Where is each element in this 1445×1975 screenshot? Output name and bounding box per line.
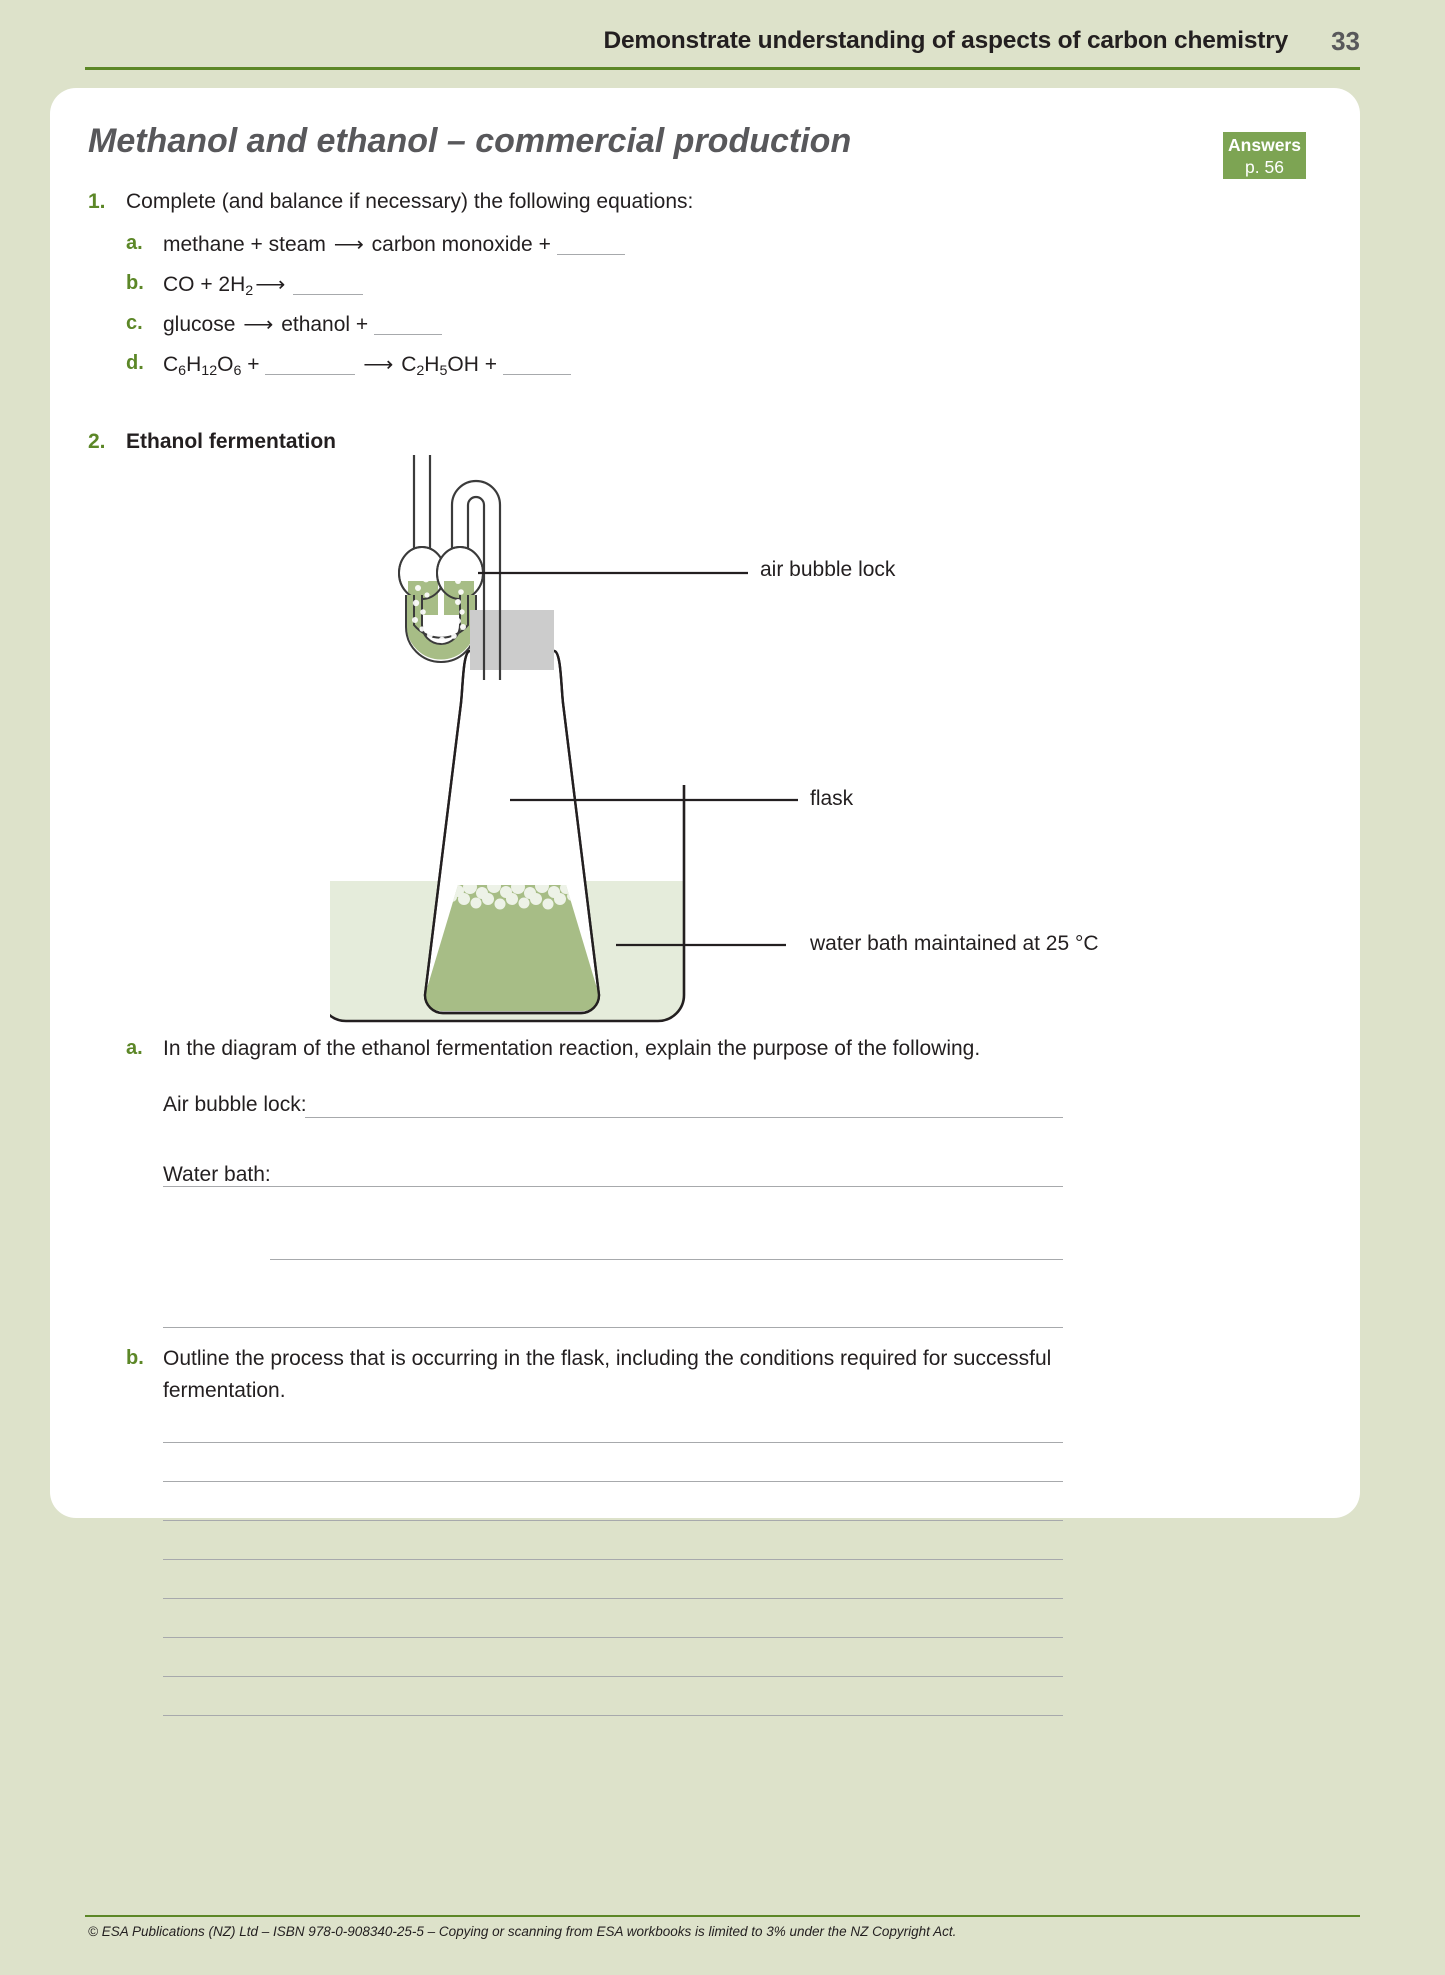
question-1c-equation [163, 312, 442, 337]
label-air-bubble-lock: air bubble lock [760, 558, 896, 581]
q1a-products: carbon monoxide + [371, 233, 551, 256]
answer-rule-water-bath-1[interactable] [270, 1259, 1063, 1260]
answer-rule-2b-4[interactable] [163, 1559, 1063, 1560]
q1d-answer-blank-2[interactable] [503, 355, 571, 375]
question-2b-prompt-line2: fermentation. [163, 1379, 286, 1402]
answer-rule-2b-5[interactable] [163, 1598, 1063, 1599]
question-1-number: 1. [88, 190, 106, 213]
answer-rule-air-lock-1[interactable] [305, 1117, 1063, 1118]
question-2a-letter: a. [126, 1037, 143, 1059]
answers-badge [1223, 132, 1306, 179]
answers-badge-line1: Answers [1228, 135, 1301, 155]
question-1d-equation [163, 352, 571, 379]
answer-rule-2b-6[interactable] [163, 1637, 1063, 1638]
q1b-subscript: 2 [245, 282, 254, 299]
fermentation-apparatus-diagram [330, 455, 1070, 1095]
rubber-stopper-block [470, 610, 554, 670]
q1d-answer-blank-1[interactable] [265, 355, 355, 375]
running-header [0, 0, 1445, 88]
footer-copyright: © ESA Publications (NZ) Ltd – ISBN 978-0-908340-25-5 – Copying or scanning from ESA workbooks is limited to 3% under the NZ Copyright Act. [88, 1924, 957, 1939]
header-title: Demonstrate understanding of aspects of carbon chemistry [603, 27, 1288, 54]
question-2a-prompt: In the diagram of the ethanol fermentation reaction, explain the purpose of the following. [163, 1037, 981, 1060]
q1b-arrow-icon: ⟶ [255, 273, 286, 296]
answer-rule-2b-7[interactable] [163, 1676, 1063, 1677]
answer-rule-2b-8[interactable] [163, 1715, 1063, 1716]
label-water-bath: water bath maintained at 25 °C [810, 932, 1099, 955]
apparatus-svg [330, 455, 1070, 1095]
worksheet-title: Methanol and ethanol – commercial production [88, 122, 852, 160]
q1c-reactants: glucose [163, 313, 236, 336]
airlock-left-tube [414, 455, 430, 555]
q1d-arrow-icon: ⟶ [363, 353, 394, 376]
question-1c-letter: c. [126, 312, 143, 334]
q1c-answer-blank[interactable] [374, 315, 442, 335]
answers-badge-line2: p. 56 [1245, 157, 1284, 177]
question-1a-letter: a. [126, 232, 143, 254]
question-1b-letter: b. [126, 272, 144, 294]
question-2-title: Ethanol fermentation [126, 430, 337, 453]
page-number: 33 [1331, 26, 1360, 56]
field-label-air-bubble-lock: Air bubble lock: [163, 1093, 307, 1116]
question-2b-letter: b. [126, 1347, 144, 1369]
question-2-number: 2. [88, 430, 106, 453]
question-2b-prompt-line1: Outline the process that is occurring in the flask, including the conditions required for successful [163, 1347, 1052, 1370]
answer-rule-2b-3[interactable] [163, 1520, 1063, 1521]
answer-rule-air-lock-2[interactable] [163, 1186, 1063, 1187]
field-label-water-bath: Water bath: [163, 1163, 271, 1186]
q1b-answer-blank[interactable] [293, 275, 363, 295]
q1c-arrow-icon: ⟶ [243, 313, 274, 336]
question-1b-equation [163, 272, 363, 299]
answer-rule-2b-1[interactable] [163, 1442, 1063, 1443]
conical-flask [410, 640, 620, 1025]
answer-rule-2b-2[interactable] [163, 1481, 1063, 1482]
header-rule [85, 67, 1360, 70]
q1d-formula-right: $C_2H_5OH$ + [401, 353, 498, 379]
q1c-products: ethanol + [281, 313, 369, 336]
q1d-formula-left: $C_6H_{12}O_6$ + [163, 353, 260, 379]
q1b-reactants: CO + 2H [163, 273, 246, 296]
answer-rule-water-bath-2[interactable] [163, 1327, 1063, 1328]
label-flask: flask [810, 787, 854, 810]
q1a-arrow-icon: ⟶ [333, 233, 364, 256]
question-1d-letter: d. [126, 352, 144, 374]
question-1-prompt: Complete (and balance if necessary) the following equations: [126, 190, 694, 213]
question-1a-equation [163, 232, 625, 257]
footer-rule [85, 1915, 1360, 1917]
q1a-answer-blank[interactable] [557, 235, 625, 255]
q1a-reactants: methane + steam [163, 233, 326, 256]
